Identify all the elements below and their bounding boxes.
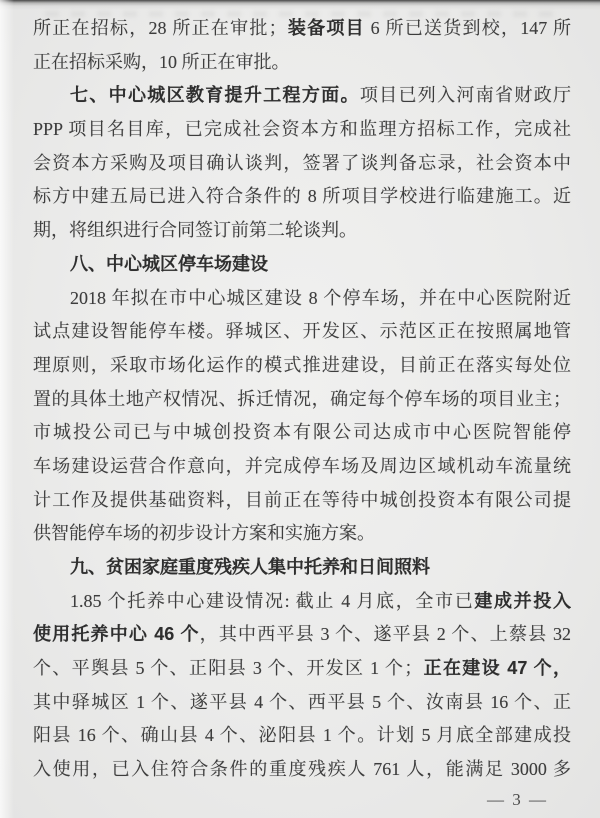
text-run: 试点建设智能停车楼。驿城区、开发区、示范区正在按照属地管 [33,321,571,342]
text-run-bold: 使用托养中心 46 个 [33,624,200,645]
document-text-block [33,12,571,787]
text-line [33,753,571,787]
text-run-bold: 正在建设 47 个， [422,658,571,679]
text-run: 标方中建五局已进入符合条件的 8 所项目学校进行临建施工。近 [33,186,571,207]
text-run: 所正在招标，28 所正在审批； [33,18,287,38]
text-run: 1.85 个托养中心建设情况: 截止 4 月底，全市已 [70,590,475,611]
text-run: 正在招标采购，10 所正在审批。 [33,51,290,72]
text-line [33,383,571,417]
scan-top-shadow-decoration [0,0,600,10]
text-run: 车场建设运营合作意向，并完成停车场及周边区域机动车流量统 [33,455,571,476]
text-run: 6 所已送货到校，147 所 [364,18,571,38]
text-run-bold: 八、中心城区停车场建设 [70,253,268,274]
text-line [33,79,571,113]
text-run: 2018 年拟在市中心城区建设 8 个停车场，并在中心医院附近 [70,287,571,308]
text-line [33,113,571,147]
text-line [33,551,571,585]
text-run: 供智能停车场的初步设计方案和实施方案。 [33,523,375,544]
text-line [33,450,571,484]
text-run: PPP 项目名目库，已完成社会资本方和监理方招标工作，完成社 [33,119,571,140]
text-line [33,686,571,720]
text-line [33,248,571,282]
text-run: 理原则，采取市场化运作的模式推进建设，目前正在落实每处位 [33,354,571,375]
text-line [33,416,571,450]
text-run: 阳县 16 个、确山县 4 个、泌阳县 1 个。计划 5 月底全部建成投 [33,725,571,746]
text-line [33,484,571,518]
text-line [33,517,571,551]
text-line [33,147,571,181]
text-line [33,652,571,686]
scan-left-edge-light-decoration [0,0,14,818]
text-line [33,214,571,248]
text-line [33,349,571,383]
text-line [33,315,571,349]
text-run: 入使用，已入住符合条件的重度残疾人 761 人，能满足 3000 多 [33,759,571,780]
text-run: 市城投公司已与中城创投资本有限公司达成市中心医院智能停 [33,422,571,443]
text-run: 会资本方采购及项目确认谈判，签署了谈判备忘录，社会资本中 [33,152,571,173]
page-number: — 3 — [487,790,548,809]
text-line [33,585,571,619]
text-run: 置的具体土地产权情况、拆迁情况，确定每个停车场的项目业主； [33,388,571,409]
text-run: 计工作及提供基础资料，目前正在等待中城创投资本有限公司提 [33,489,571,510]
text-line [33,12,571,46]
text-line [33,282,571,316]
text-run-bold: 九、贫困家庭重度残疾人集中托养和日间照料 [70,557,430,577]
text-run-bold: 七、中心城区教育提升工程方面。 [70,85,360,106]
text-line [33,180,571,214]
text-line [33,46,571,80]
text-line [33,719,571,753]
text-run-bold: 装备项目 [286,18,365,38]
text-line [33,618,571,652]
text-run: 其中驿城区 1 个、遂平县 4 个、西平县 5 个、汝南县 16 个、正 [33,691,571,712]
text-run: ，其中西平县 3 个、遂平县 2 个、上蔡县 32 [199,624,571,645]
text-run: 项目已列入河南省财政厅 [359,85,571,106]
text-run: 个、平舆县 5 个、正阳县 3 个、开发区 1 个； [33,658,423,679]
text-run-bold: 建成并投入 [474,590,571,611]
text-run: 期，将组织进行合同签订前第二轮谈判。 [33,220,357,241]
